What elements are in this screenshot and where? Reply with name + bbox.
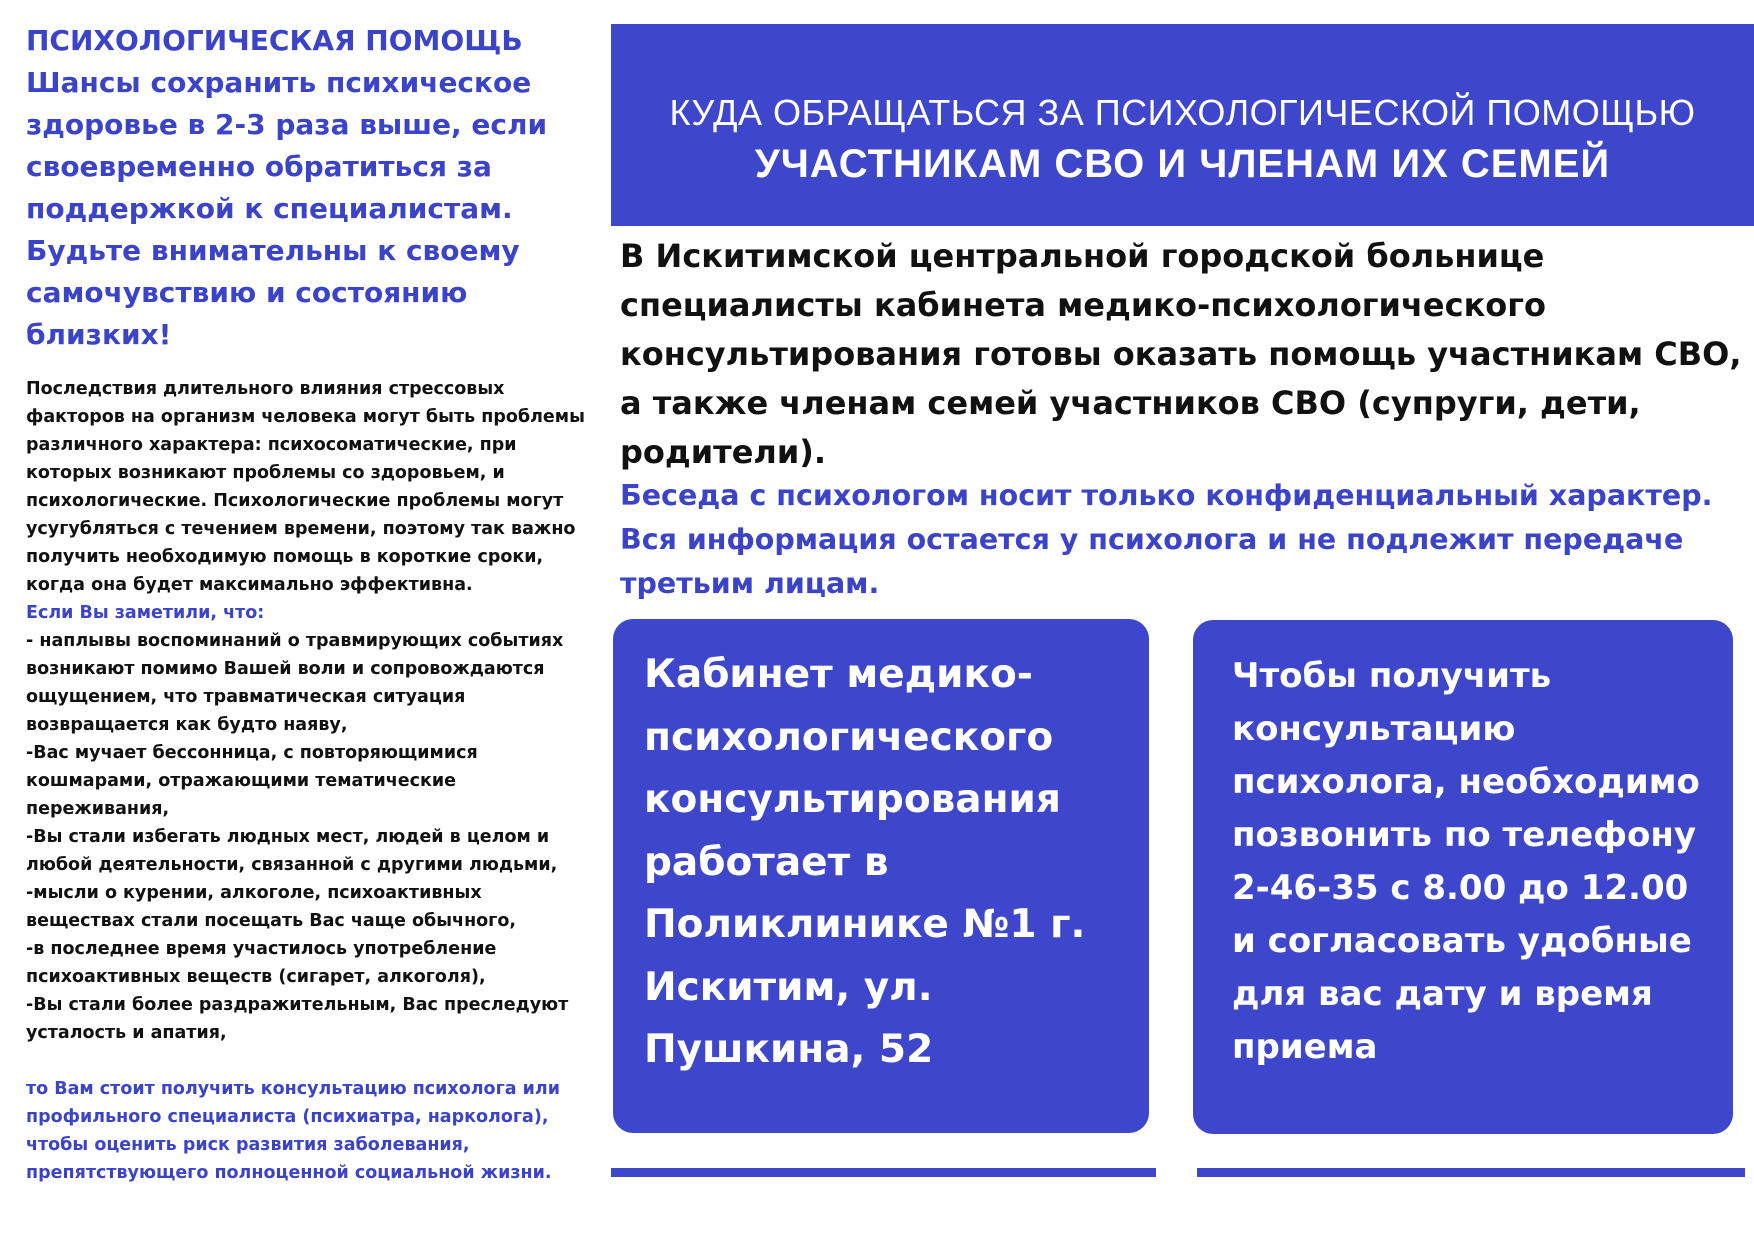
location-card-text: Кабинет медико-психологического консультирования работает в Поликлинике №1 г. Искитим, ул. Пушкина, 52 bbox=[644, 652, 1086, 1072]
symptom-item: -в последнее время участилось употребление психоактивных веществ (сигарет, алкоголя), bbox=[26, 939, 497, 987]
confidentiality-note: Беседа с психологом носит только конфиденциальный характер. Вся информация остается у психолога и не подлежит передаче третьим лицам. bbox=[620, 479, 1713, 600]
left-body bbox=[26, 375, 586, 1187]
header-banner bbox=[611, 24, 1754, 226]
bottom-divider-right bbox=[1197, 1168, 1745, 1177]
bottom-divider-left bbox=[611, 1168, 1156, 1177]
banner-title-line1: КУДА ОБРАЩАТЬСЯ ЗА ПСИХОЛОГИЧЕСКОЙ ПОМОЩЬЮ bbox=[669, 92, 1696, 133]
conclusion-text: то Вам стоит получить консультацию психолога или профильного специалиста (психиатра, нарколога), чтобы оценить риск развития заболевания, препятствующего полноценной социальной жизни. bbox=[26, 1079, 560, 1183]
symptom-item: -Вас мучает бессонница, с повторяющимися кошмарами, отражающими тематические переживания, bbox=[26, 743, 478, 819]
symptom-item: -мысли о курении, алкоголе, психоактивных веществах стали посещать Вас чаще обычного, bbox=[26, 883, 516, 931]
spacer bbox=[26, 1047, 586, 1075]
left-title: ПСИХОЛОГИЧЕСКАЯ ПОМОЩЬ bbox=[26, 24, 523, 57]
banner-title-line2: УЧАСТНИКАМ СВО И ЧЛЕНАМ ИХ СЕМЕЙ bbox=[754, 142, 1611, 186]
stress-paragraph: Последствия длительного влияния стрессовых факторов на организм человека могут быть проблемы различного характера: психосоматические, при которых возникают проблемы со здоровьем, и психологические. Психологические проблемы могут усугубляться с течением времени, поэтому так важно получить необходимую помощь в короткие сроки, когда она будет максимально эффективна. bbox=[26, 379, 585, 595]
symptom-item: -Вы стали избегать людных мест, людей в целом и любой деятельности, связанной с другими людьми, bbox=[26, 827, 558, 875]
appointment-card-text: Чтобы получить консультацию психолога, необходимо позвонить по телефону 2-46-35 с 8.00 до 12.00 и согласовать удобные для вас дату и время приема bbox=[1232, 656, 1700, 1067]
left-intro: Шансы сохранить психическое здоровье в 2-3 раза выше, если своевременно обратиться за поддержкой к специалистам. Будьте внимательны к своему самочувствию и состоянию близких! bbox=[26, 66, 548, 351]
appointment-card bbox=[1193, 620, 1733, 1134]
hospital-info-text: В Искитимской центральной городской больнице специалисты кабинета медико-психологического консультирования готовы оказать помощь участникам СВО, а также членам семей участников СВО (супруги, дети, родители). bbox=[620, 237, 1742, 471]
location-card bbox=[613, 619, 1149, 1133]
symptom-item: - наплывы воспоминаний о травмирующих событиях возникают помимо Вашей воли и сопровождаются ощущением, что травматическая ситуация возвращается как будто наяву, bbox=[26, 631, 564, 735]
symptom-item: -Вы стали более раздражительным, Вас преследуют усталость и апатия, bbox=[26, 995, 569, 1043]
if-noticed-label: Если Вы заметили, что: bbox=[26, 603, 265, 623]
